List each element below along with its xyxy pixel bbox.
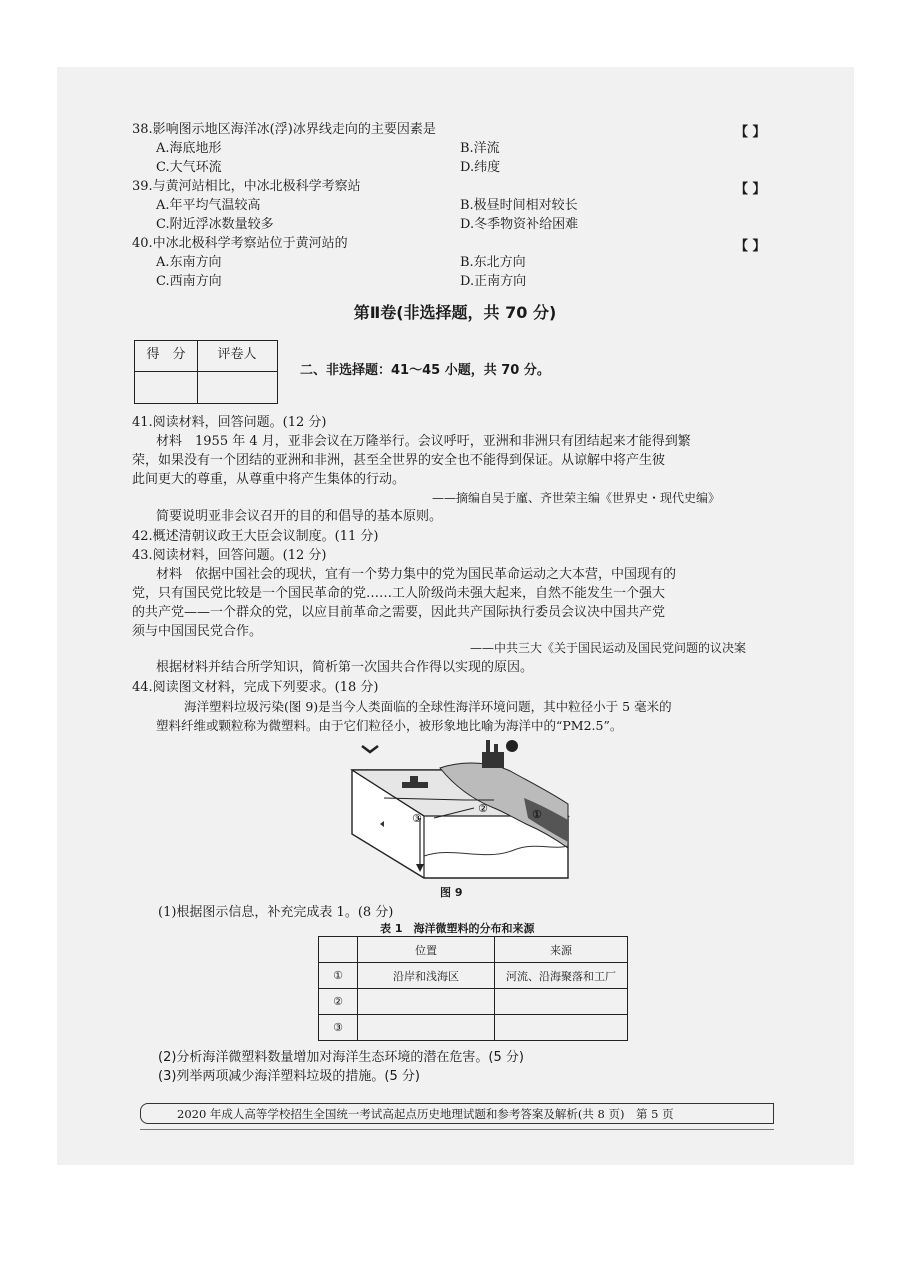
q40-answer-bracket: 【 】 xyxy=(735,239,766,254)
q44-material-line-1: 海洋塑料垃圾污染(图 9)是当今人类面临的全球性海洋环境问题，其中粒径小于 5 毫米的 xyxy=(184,699,672,714)
q44-material-line-2: 塑料纤维或颗粒称为微塑料。由于它们粒径小，被形象地比喻为海洋中的“PM2.5”。 xyxy=(156,718,623,733)
q38-option-b: B.洋流 xyxy=(460,141,500,156)
fig-label-1: ① xyxy=(532,808,542,821)
q41-stem: 41.阅读材料，回答问题。(12 分) xyxy=(132,415,327,430)
table-cell xyxy=(358,989,495,1015)
score-label: 得 分 xyxy=(146,347,186,362)
q43-task: 根据材料并结合所学知识，简析第一次国共合作得以实现的原因。 xyxy=(156,660,534,675)
fig-label-3: ③ xyxy=(412,812,422,825)
table-row xyxy=(319,1015,628,1041)
table-header-cell: 位置 xyxy=(358,937,495,963)
table-cell xyxy=(358,1015,495,1041)
q43-material-line-3: 的共产党——一个群众的党，以应目前革命之需要，因此共产国际执行委员会议决中国共产党 xyxy=(132,605,666,620)
table-cell: 河流、沿海聚落和工厂 xyxy=(495,963,628,989)
section-2-title: 第Ⅱ卷(非选择题，共 70 分) xyxy=(353,303,557,322)
q39-option-c: C.附近浮冰数量较多 xyxy=(156,217,274,232)
q40-option-d: D.正南方向 xyxy=(460,274,527,289)
table-row xyxy=(319,989,628,1015)
table-1 xyxy=(318,936,628,1041)
ocean-microplastic-diagram xyxy=(344,738,576,888)
q39-stem: 39.与黄河站相比，中冰北极科学考察站 xyxy=(132,179,361,194)
q41-material-line-2: 荣，如果没有一个团结的亚洲和非洲，甚至全世界的安全也不能得到保证。从谅解中将产生彼 xyxy=(132,453,666,468)
q40-option-a: A.东南方向 xyxy=(156,255,222,270)
grader-label: 评卷人 xyxy=(217,347,257,362)
q44-sub-2: (2)分析海洋微塑料数量增加对海洋生态环境的潜在危害。(5 分) xyxy=(158,1050,524,1065)
q38-option-a: A.海底地形 xyxy=(156,141,222,156)
q43-material-line-4: 须与中国国民党合作。 xyxy=(132,624,263,639)
q38-answer-bracket: 【 】 xyxy=(735,125,766,140)
page-footer: 2020 年成人高等学校招生全国统一考试高起点历史地理试题和参考答案及解析(共 8 页) 第 5 页 xyxy=(140,1103,774,1124)
factory-icon xyxy=(482,752,504,768)
section-2-heading: 二、非选择题：41～45 小题，共 70 分。 xyxy=(300,363,550,378)
q41-material-line-3: 此间更大的尊重，从尊重中将产生集体的行动。 xyxy=(132,472,406,487)
q43-material-line-2: 党，只有国民党比较是一个国民革命的党……工人阶级尚未强大起来，自然不能发生一个强大 xyxy=(132,586,666,601)
table-cell xyxy=(495,1015,628,1041)
bird-icon xyxy=(362,746,378,752)
q44-sub-3: (3)列举两项减少海洋塑料垃圾的措施。(5 分) xyxy=(158,1069,420,1084)
q43-source: ——中共三大《关于国民运动及国民党问题的议决案 xyxy=(470,641,747,655)
table-cell xyxy=(495,989,628,1015)
q44-sub-1: (1)根据图示信息，补充完成表 1。(8 分) xyxy=(158,905,394,920)
figure-9-caption: 图 9 xyxy=(440,886,463,899)
q39-answer-bracket: 【 】 xyxy=(735,182,766,197)
table-header-cell: 来源 xyxy=(495,937,628,963)
q40-stem: 40.中冰北极科学考察站位于黄河站的 xyxy=(132,236,348,251)
fig-label-2: ② xyxy=(478,802,488,815)
table-row xyxy=(319,963,628,989)
q41-source: ——摘编自吴于廑、齐世荣主编《世界史・现代史编》 xyxy=(432,491,721,505)
q41-material-line-1: 材料 1955 年 4 月，亚非会议在万隆举行。会议呼吁，亚洲和非洲只有团结起来才能得到繁 xyxy=(156,434,691,449)
table-cell: 沿岸和浅海区 xyxy=(358,963,495,989)
table-cell: ② xyxy=(319,989,358,1015)
q38-stem: 38.影响图示地区海洋冰(浮)冰界线走向的主要因素是 xyxy=(132,122,436,137)
q43-stem: 43.阅读材料，回答问题。(12 分) xyxy=(132,548,327,563)
table-1-caption: 表 1 海洋微塑料的分布和来源 xyxy=(380,922,535,935)
q40-option-c: C.西南方向 xyxy=(156,274,222,289)
table-header-row xyxy=(319,937,628,963)
q39-option-a: A.年平均气温较高 xyxy=(156,198,261,213)
table-cell: ① xyxy=(319,963,358,989)
ship-icon xyxy=(402,782,428,788)
q39-option-b: B.极昼时间相对较长 xyxy=(460,198,578,213)
q38-option-d: D.纬度 xyxy=(460,160,501,175)
q44-stem: 44.阅读图文材料，完成下列要求。(18 分) xyxy=(132,680,379,695)
q43-material-line-1: 材料 依据中国社会的现状，宜有一个势力集中的党为国民革命运动之大本营，中国现有的 xyxy=(156,567,677,582)
q41-task: 简要说明亚非会议召开的目的和倡导的基本原则。 xyxy=(156,509,443,524)
score-box xyxy=(134,340,278,404)
q38-option-c: C.大气环流 xyxy=(156,160,222,175)
table-cell: ③ xyxy=(319,1015,358,1041)
q42-stem: 42.概述清朝议政王大臣会议制度。(11 分) xyxy=(132,529,379,544)
footer-rule xyxy=(140,1129,774,1130)
q40-option-b: B.东北方向 xyxy=(460,255,526,270)
table-header-cell xyxy=(319,937,358,963)
q39-option-d: D.冬季物资补给困难 xyxy=(460,217,579,232)
